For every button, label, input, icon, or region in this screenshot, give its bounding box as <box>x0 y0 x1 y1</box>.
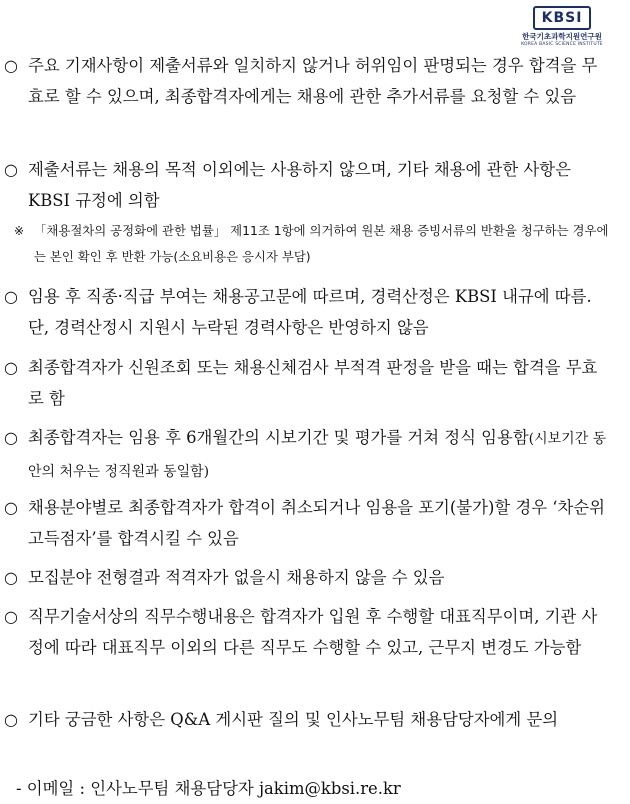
item-text: 모집분야 전형결과 적격자가 없을시 채용하지 않을 수 있음 <box>28 568 445 587</box>
kbsi-logo-korean-name: 한국기초과학지원연구원 <box>522 32 602 41</box>
note-text: 「채용절차의 공정화에 관한 법률」 제11조 1항에 의거하여 원본 채용 증빙서류의 반환을 청구하는 경우에는 본인 확인 후 반환 가능(소요비용은 응시자 부담) <box>34 223 609 264</box>
list-item <box>4 50 608 112</box>
item-text: 제출서류는 채용의 목적 이외에는 사용하지 않으며, 기타 채용에 관한 사항은 KBSI 규정에 의함 <box>28 160 571 210</box>
circle-bullet-icon: ○ <box>4 160 18 179</box>
list-item <box>4 154 608 216</box>
list-item <box>4 492 608 554</box>
circle-bullet-icon: ○ <box>4 287 18 306</box>
contact-email: - 이메일 : 인사노무팀 채용담당자 jakim@kbsi.re.kr <box>16 779 401 798</box>
list-item <box>4 422 608 488</box>
circle-bullet-icon: ○ <box>4 498 18 517</box>
kbsi-logo <box>514 6 610 47</box>
kbsi-logo-english-name: KOREA BASIC SCIENCE INSTITUTE <box>521 42 603 47</box>
item-text: 최종합격자가 신원조회 또는 채용신체검사 부적격 판정을 받을 때는 합격을 무효로 함 <box>28 358 598 408</box>
list-item <box>4 562 608 593</box>
legal-note <box>14 218 614 270</box>
circle-bullet-icon: ○ <box>4 358 18 377</box>
item-text: 임용 후 직종·직급 부여는 채용공고문에 따르며, 경력산정은 KBSI 내규에 따름. 단, 경력산정시 지원시 누락된 경력사항은 반영하지 않음 <box>28 287 592 337</box>
item-text: 채용분야별로 최종합격자가 합격이 취소되거나 임용을 포기(불가)할 경우 ‘차순위 고득점자’를 합격시킬 수 있음 <box>28 498 605 548</box>
item-text: 직무기술서상의 직무수행내용은 합격자가 입원 후 수행할 대표직무이며, 기관 사정에 따라 대표직무 이외의 다른 직무도 수행할 수 있고, 근무지 변경도 가능함 <box>28 607 598 657</box>
list-item <box>4 704 608 735</box>
item-text: 최종합격자는 임용 후 6개월간의 시보기간 및 평가를 거쳐 정식 임용함 <box>28 428 529 447</box>
circle-bullet-icon: ○ <box>4 56 18 75</box>
list-item <box>4 352 608 414</box>
kbsi-logo-mark: KBSI <box>533 6 591 30</box>
list-item <box>4 601 608 663</box>
item-text: 기타 궁금한 사항은 Q&A 게시판 질의 및 인사노무팀 채용담당자에게 문의 <box>28 710 559 729</box>
circle-bullet-icon: ○ <box>4 710 18 729</box>
item-parenthetical: (시보기간 동안의 처우는 정직원과 동일함) <box>28 431 607 480</box>
reference-mark-icon: ※ <box>14 224 25 238</box>
circle-bullet-icon: ○ <box>4 428 18 447</box>
circle-bullet-icon: ○ <box>4 607 18 626</box>
item-text: 주요 기재사항이 제출서류와 일치하지 않거나 허위임이 판명되는 경우 합격을 무효로 할 수 있으며, 최종합격자에게는 채용에 관한 추가서류를 요청할 수 있음 <box>28 56 598 106</box>
circle-bullet-icon: ○ <box>4 568 18 587</box>
list-item <box>4 281 608 343</box>
